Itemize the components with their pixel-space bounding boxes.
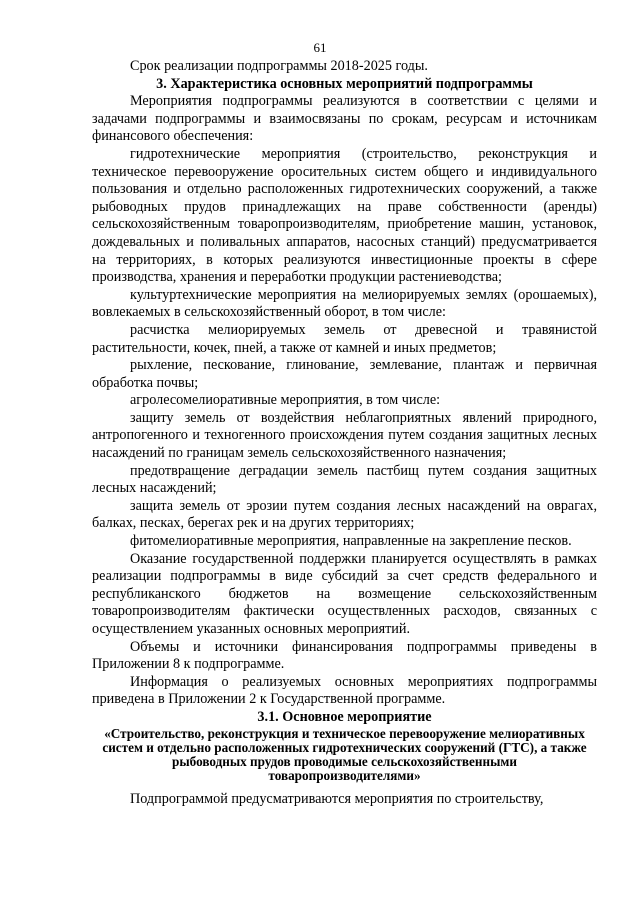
paragraph: агролесомелиоративные мероприятия, в том числе: xyxy=(130,392,441,409)
paragraph: Оказание государственной поддержки планируется осуществлять в рамках реализации подпрограммы в виде субсидий за счет средств федерального и республиканского бюджетов на возмещение сельскохозяйственным товаропроизводителям фактически осуществленных расходов, связанных с осуществлением указанных основных мероприятий. xyxy=(92,550,597,637)
paragraph: защита земель от эрозии путем создания лесных насаждений на оврагах, балках, песках, берегах рек и на других территориях; xyxy=(92,497,597,532)
paragraph: защиту земель от воздействия неблагоприятных явлений природного, антропогенного и техногенного происхождения путем создания защитных лесных насаждений по границам земель сельскохозяйственного назначения; xyxy=(92,409,597,462)
paragraph: фитомелиоративные мероприятия, направленные на закрепление песков. xyxy=(130,533,572,550)
paragraph: предотвращение деградации земель пастбищ путем создания защитных лесных насаждений; xyxy=(92,462,597,497)
document-body xyxy=(92,58,597,809)
section-3-1-subtitle: «Строительство, реконструкция и техническое перевооружение мелиоративных систем и отдельно расположенных гидротехнических сооружений (ГТС), а также рыбоводных прудов проводимые сельскохозяйственными товаропроизводителями» xyxy=(102,725,587,784)
term-line: Срок реализации подпрограммы 2018-2025 годы. xyxy=(130,58,428,74)
paragraph: культуртехнические мероприятия на мелиорируемых землях (орошаемых), вовлекаемых в сельскохозяйственный оборот, в том числе: xyxy=(92,286,597,321)
paragraph: Информация о реализуемых основных мероприятиях подпрограммы приведена в Приложении 2 к Государственной программе. xyxy=(92,673,597,708)
page-number: 61 xyxy=(313,40,327,55)
paragraph: Мероприятия подпрограммы реализуются в соответствии с целями и задачами подпрограммы и взаимосвязаны по срокам, ресурсам и источникам финансового обеспечения: xyxy=(92,93,597,145)
paragraph: Объемы и источники финансирования подпрограммы приведены в Приложении 8 к подпрограмме. xyxy=(92,638,597,673)
section-3-heading: 3. Характеристика основных мероприятий подпрограммы xyxy=(156,75,533,92)
paragraph-last: Подпрограммой предусматриваются мероприятия по строительству, xyxy=(130,791,544,808)
paragraph: гидротехнические мероприятия (строительство, реконструкция и техническое перевооружение оросительных систем общего и индивидуального пользования и отдельно расположенных гидротехнических сооружений, а также рыбоводных прудов принадлежащих на праве собственности (аренды) сельскохозяйственным товаропроизводителям, приобретение машин, установок, дождевальных и поливальных аппаратов, насосных станций) предусматривается на территориях, в которых реализуются инвестиционные проекты в сфере производства, хранения и переработки продукции растениеводства; xyxy=(92,145,597,286)
paragraph: рыхление, пескование, глинование, землевание, плантаж и первичная обработка почвы; xyxy=(92,357,597,391)
section-3-1-heading: 3.1. Основное мероприятие xyxy=(257,708,432,725)
paragraph: расчистка мелиорируемых земель от древесной и травянистой растительности, кочек, пней, а также от камней и иных предметов; xyxy=(92,321,597,356)
